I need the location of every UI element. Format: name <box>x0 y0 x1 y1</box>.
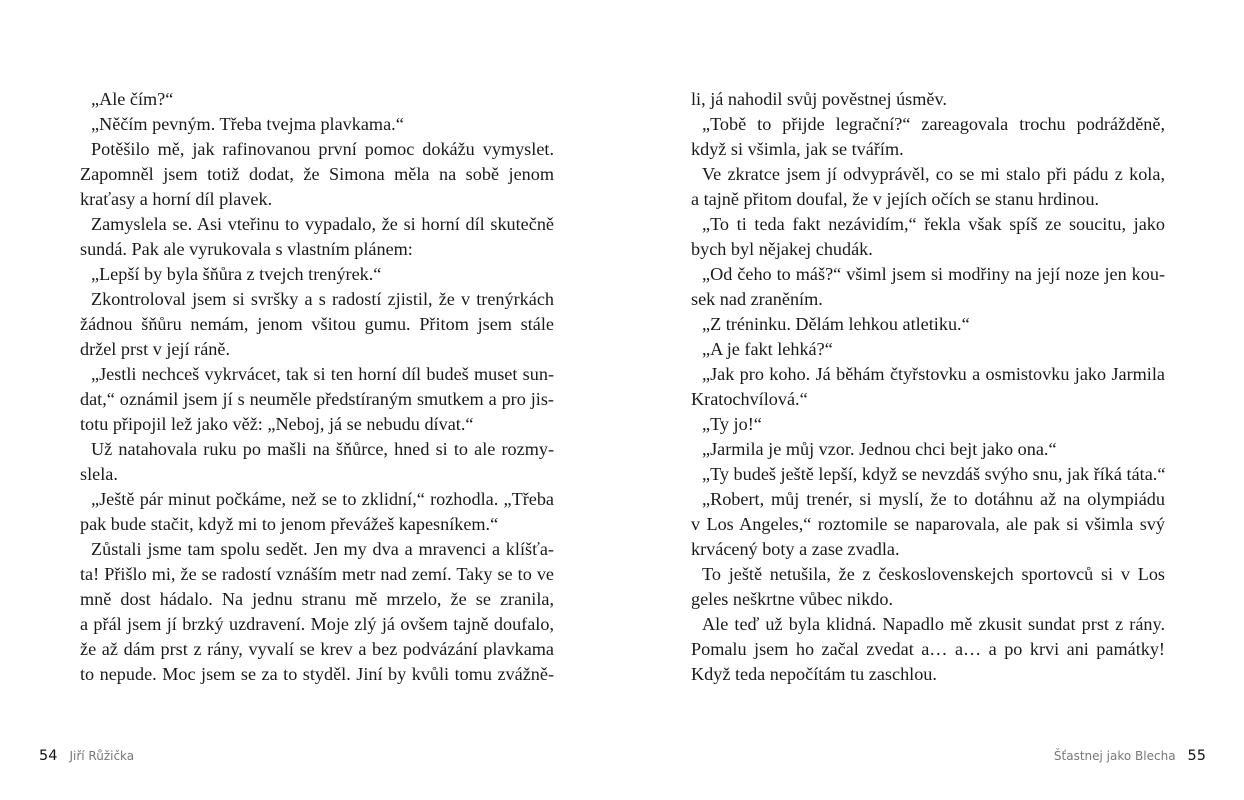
text-line: v Los Angeles,“ roztomile se naparovala, ale pak si všimla svý <box>691 514 1165 534</box>
page-number: 55 <box>1187 748 1206 764</box>
text-line: Zapomněl jsem totiž dodat, že Simona měla na sobě jenom <box>80 164 554 184</box>
text-line: sundá. Pak ale vyrukovala s vlastním plánem: <box>80 239 413 259</box>
text-line: bych byl nějakej chudák. <box>691 239 873 259</box>
text-line: když si všimla, jak se tvářím. <box>691 139 904 159</box>
text-line: „Od čeho to máš?“ všiml jsem si modřiny na její noze jen kou- <box>702 264 1165 284</box>
text-line: „Jak pro koho. Já běhám čtyřstovku a osmistovku jako Jarmila <box>702 364 1165 384</box>
author-running-head: Jiří Růžička <box>69 749 135 763</box>
right-page-footer <box>1054 748 1206 764</box>
text-line: ta! Přišlo mi, že se radostí vznáším metr nad zemí. Taky se to ve <box>80 564 554 584</box>
text-line: Kratochvílová.“ <box>691 389 808 409</box>
text-line: „Ještě pár minut počkáme, než se to zklidní,“ rozhodla. „Třeba <box>91 489 554 509</box>
text-line: „Z tréninku. Dělám lehkou atletiku.“ <box>702 314 970 334</box>
text-line: totu připojil lež jako věž: „Neboj, já se nebudu dívat.“ <box>80 414 474 434</box>
left-page-text <box>80 87 554 687</box>
text-line: Už natahovala ruku po mašli na šňůrce, hned si to ale rozmy- <box>91 439 554 459</box>
text-line: „To ti teda fakt nezávidím,“ řekla však spíš ze soucitu, jako <box>702 214 1165 234</box>
text-line: a přál jsem jí brzký uzdravení. Moje zlý já ovšem tajně doufalo, <box>80 614 554 634</box>
text-line: dat,“ oznámil jsem jí s neuměle předstíraným smutkem a pro jis- <box>80 389 554 409</box>
title-running-head: Šťastnej jako Blecha <box>1053 749 1176 763</box>
text-line: Ale teď už byla klidná. Napadlo mě zkusit sundat prst z rány. <box>702 614 1165 634</box>
text-line: „Ale čím?“ <box>91 89 174 109</box>
page-number: 54 <box>39 748 58 764</box>
text-line: „Lepší by byla šňůra z tvejch trenýrek.“ <box>91 264 382 284</box>
text-line: li, já nahodil svůj pověstnej úsměv. <box>691 89 947 109</box>
text-line: Zamyslela se. Asi vteřinu to vypadalo, že si horní díl skutečně <box>91 214 554 234</box>
text-line: že až dám prst z rány, vyvalí se krev a bez podvázání plavkama <box>80 639 554 659</box>
text-line: „Ty budeš ještě lepší, když se nevzdáš svýho snu, jak říká táta.“ <box>702 464 1166 484</box>
text-line: „Ty jo!“ <box>702 414 762 434</box>
text-line: Když teda nepočítám tu zaschlou. <box>691 664 937 684</box>
text-line: mně dost hádalo. Na jednu stranu mě mrzelo, že se zranila, <box>80 589 554 609</box>
text-line: Zkontroloval jsem si svršky a s radostí zjistil, že v trenýrkách <box>91 289 554 309</box>
text-line: geles neškrtne vůbec nikdo. <box>691 589 894 609</box>
text-line: „Jestli nechceš vykrvácet, tak si ten horní díl budeš muset sun- <box>91 364 554 384</box>
text-line: Pomalu jsem ho začal zvedat a… a… a po krvi ani památky! <box>691 639 1165 659</box>
text-line: sek nad zraněním. <box>691 289 823 309</box>
text-line: to nepude. Moc jsem se za to styděl. Jiní by kvůli tomu zvážně- <box>80 664 554 684</box>
text-line: žádnou šňůru nemám, jenom všitou gumu. Přitom jsem stále <box>80 314 554 334</box>
text-line: „Jarmila je můj vzor. Jednou chci bejt jako ona.“ <box>702 439 1057 459</box>
text-line: „Tobě to přijde legrační?“ zareagovala trochu podrážděně, <box>702 114 1165 134</box>
text-line: a tajně přitom doufal, že v jejích očích se stanu hrdinou. <box>691 189 1100 209</box>
right-page-text <box>691 87 1165 687</box>
text-line: pak bude stačit, když mi to jenom převážeš kapesníkem.“ <box>80 514 499 534</box>
text-line: „Robert, můj trenér, si myslí, že to dotáhnu až na olympiádu <box>702 489 1165 509</box>
text-line: držel prst v její ráně. <box>80 339 230 359</box>
text-line: To ještě netušila, že z československejch sportovců si v Los <box>702 564 1165 584</box>
text-line: Zůstali jsme tam spolu sedět. Jen my dva a mravenci a klíšťa- <box>91 539 554 559</box>
text-line: Potěšilo mě, jak rafinovanou první pomoc dokážu vymyslet. <box>91 139 554 159</box>
left-page-footer <box>39 748 134 764</box>
text-line: kraťasy a horní díl plavek. <box>80 189 273 209</box>
text-line: „A je fakt lehká?“ <box>702 339 833 359</box>
text-line: „Něčím pevným. Třeba tvejma plavkama.“ <box>91 114 404 134</box>
text-line: krvácený boty a zase zvadla. <box>691 539 900 559</box>
text-line: Ve zkratce jsem jí odvyprávěl, co se mi stalo při pádu z kola, <box>702 164 1165 184</box>
text-line: slela. <box>80 464 118 484</box>
